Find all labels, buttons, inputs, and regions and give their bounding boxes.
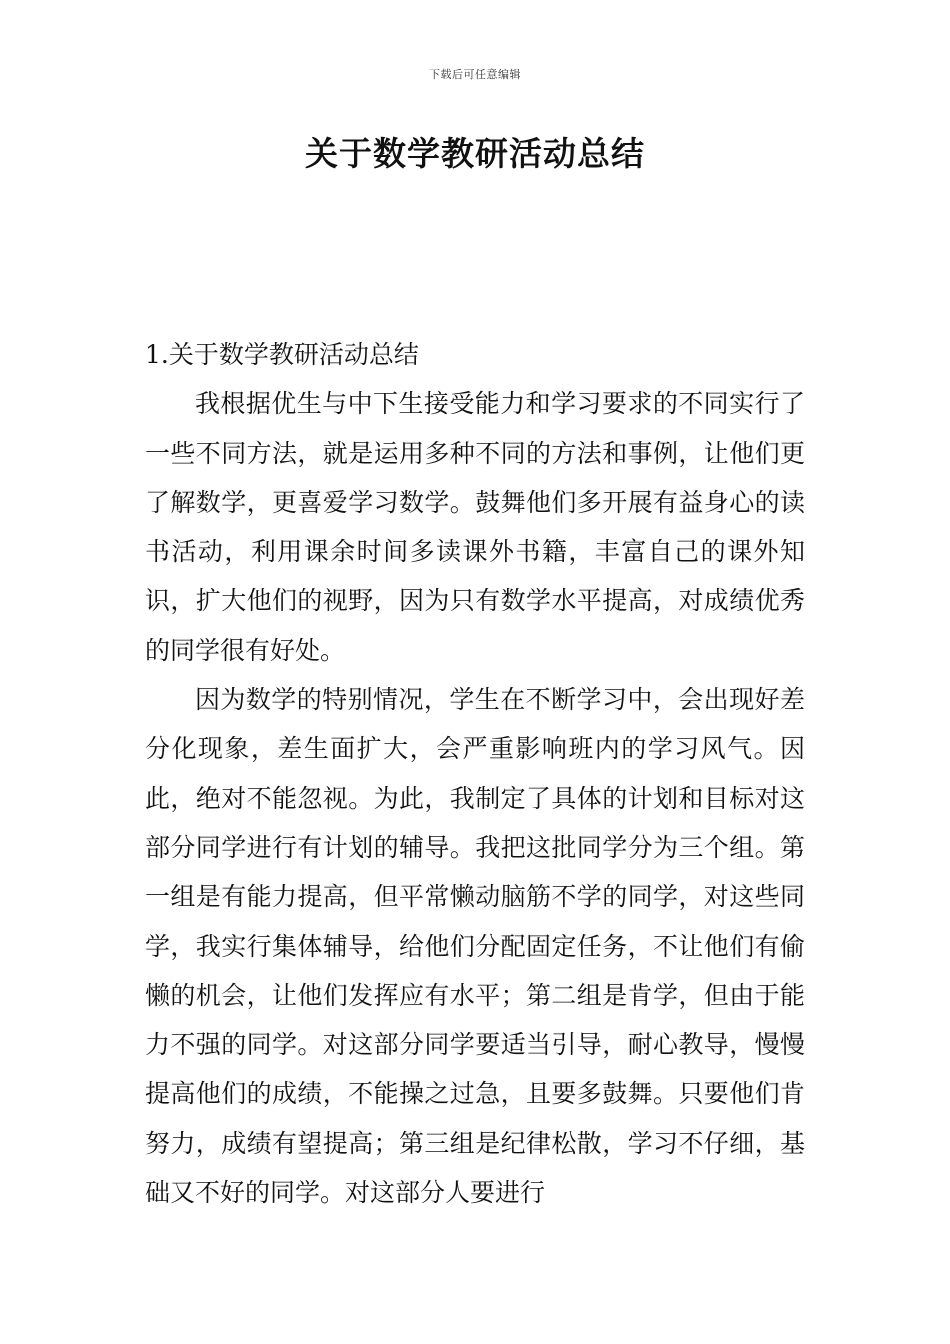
paragraph-1: 我根据优生与中下生接受能力和学习要求的不同实行了一些不同方法，就是运用多种不同的方法和事例，让他们更了解数学，更喜爱学习数学。鼓舞他们多开展有益身心的读书活动，利用课余时间多读课外书籍，丰富自己的课外知识，扩大他们的视野，因为只有数学水平提高，对成绩优秀的同学很有好处。 — [145, 389, 805, 665]
section-heading: 1.关于数学教研活动总结 — [145, 340, 419, 369]
paragraph-2: 因为数学的特别情况，学生在不断学习中，会出现好差分化现象，差生面扩大，会严重影响班内的学习风气。因此，绝对不能忽视。为此，我制定了具体的计划和目标对这部分同学进行有计划的辅导。我把这批同学分为三个组。第一组是有能力提高，但平常懒动脑筋不学的同学，对这些同学，我实行集体辅导，给他们分配固定任务，不让他们有偷懒的机会，让他们发挥应有水平；第二组是肯学，但由于能力不强的同学。对这部分同学要适当引导，耐心教导，慢慢提高他们的成绩，不能操之过急，且要多鼓舞。只要他们肯努力，成绩有望提高；第三组是纪律松散，学习不仔细，基础又不好的同学。对这部分人要进行 — [145, 685, 805, 1208]
document-body — [145, 330, 805, 1217]
document-title: 关于数学教研活动总结 — [305, 134, 645, 173]
header-note: 下载后可任意编辑 — [429, 68, 521, 81]
